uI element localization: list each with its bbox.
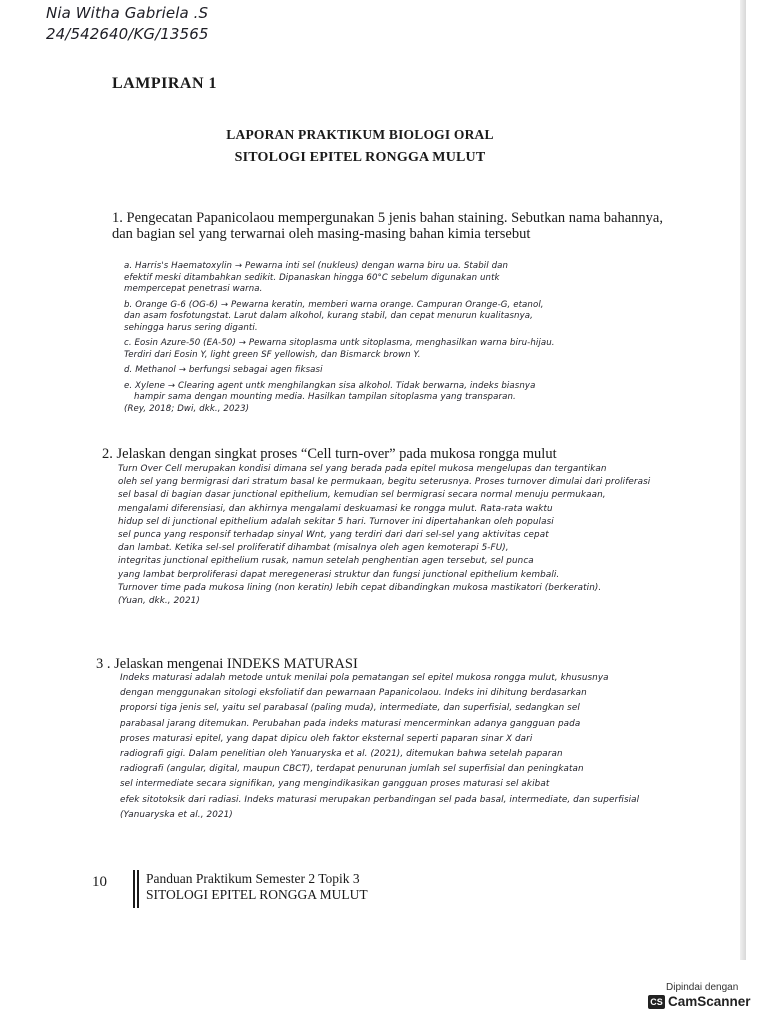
answer-line: mempercepat penetrasi warna. <box>124 284 263 294</box>
footer-topic-title: SITOLOGI EPITEL RONGGA MULUT <box>146 887 368 902</box>
question-2: 2. Jelaskan dengan singkat proses “Cell turn-over” pada mukosa rongga mulut <box>102 446 557 462</box>
answer-1 <box>124 261 694 415</box>
question-1: 1. Pengecatan Papanicolaou mempergunakan 5 jenis bahan staining. Sebutkan nama bahannya, dan bagian sel yang terwarnai oleh masing-masing bahan kimia tersebut <box>112 210 663 242</box>
footer-divider <box>137 870 139 908</box>
answer-line: sel punca yang responsif terhadap sinyal Wnt, yang terdiri dari dari sel-sel yang aktivitas cepat <box>118 529 549 540</box>
footer-guide-title: Panduan Praktikum Semester 2 Topik 3 <box>146 871 360 886</box>
answer-line: hidup sel di junctional epithelium adalah sekitar 5 hari. Turnover ini dipertahankan oleh populasi <box>118 516 554 527</box>
answer-line: d. Methanol → berfungsi sebagai agen fiksasi <box>124 365 323 375</box>
student-id: 24/542640/KG/13565 <box>46 25 209 43</box>
answer-line: Turnover time pada mukosa lining (non keratin) lebih cepat dibandingkan mukosa mastikatori (berkeratin). <box>118 582 602 593</box>
page-edge-shadow <box>740 0 746 960</box>
report-title-line2: SITOLOGI EPITEL RONGGA MULUT <box>234 150 486 165</box>
answer-line: sel basal di bagian dasar junctional epithelium, kemudian sel bermigrasi secara normal menuju permukaan, <box>118 490 606 501</box>
answer-line: a. Harris's Haematoxylin → Pewarna inti sel (nukleus) dengan warna biru ua. Stabil dan <box>124 261 509 271</box>
answer-line: efek sitotoksik dari radiasi. Indeks maturasi merupakan perbandingan sel pada basal, intermediate, dan superfisial <box>120 794 640 805</box>
answer-line: efektif meski ditambahkan sedikit. Dipanaskan hingga 60°C sebelum digunakan untk <box>124 272 500 283</box>
question-3: 3 . Jelaskan mengenai INDEKS MATURASI <box>96 656 358 672</box>
answer-line: b. Orange G-6 (OG-6) → Pewarna keratin, memberi warna orange. Campuran Orange-G, etanol, <box>124 299 544 310</box>
answer-line: Indeks maturasi adalah metode untuk menilai pola pematangan sel epitel mukosa rongga mulut, khususnya <box>120 673 609 683</box>
answer-line: Terdiri dari Eosin Y, light green SF yellowish, dan Bismarck brown Y. <box>124 349 421 360</box>
answer-line: (Rey, 2018; Dwi, dkk., 2023) <box>124 403 250 414</box>
answer-line: c. Eosin Azure-50 (EA-50) → Pewarna sitoplasma untk sitoplasma, menghasilkan warna biru-hijau. <box>124 338 555 348</box>
answer-line: parabasal jarang ditemukan. Perubahan pada indeks maturasi mencerminkan adanya gangguan pada <box>120 718 581 729</box>
footer-page-number: 10 <box>92 874 107 890</box>
report-title-line1: LAPORAN PRAKTIKUM BIOLOGI ORAL <box>226 127 494 142</box>
answer-line: e. Xylene → Clearing agent untk menghilangkan sisa alkohol. Tidak berwarna, indeks biasnya <box>124 380 536 391</box>
scanner-watermark <box>648 994 751 1009</box>
answer-line: integritas junctional epithelium rusak, namun setelah penghentian agen tersebut, sel punca <box>118 556 534 567</box>
answer-line: (Yanuaryska et al., 2021) <box>120 809 233 820</box>
answer-3 <box>120 671 740 823</box>
answer-line: sehingga harus sering diganti. <box>124 322 258 333</box>
student-name: Nia Witha Gabriela .S <box>46 4 209 22</box>
answer-line: proses maturasi epitel, yang dapat dipicu oleh faktor eksternal seperti paparan sinar X dari <box>120 733 533 744</box>
answer-line: radiografi (angular, digital, maupun CBCT), terdapat penurunan jumlah sel superfisial dan peningkatan <box>120 764 584 775</box>
answer-line: radiografi gigi. Dalam penelitian oleh Yanuaryska et al. (2021), ditemukan bahwa setelah paparan <box>120 748 563 759</box>
answer-line: dan lambat. Ketika sel-sel proliferatif dihambat (misalnya oleh agen kemoterapi 5-FU), <box>118 543 509 554</box>
answer-line: dan asam fosfotungstat. Larut dalam alkohol, kurang stabil, dan cepat menurun kualitasnya, <box>124 311 533 321</box>
answer-line: oleh sel yang bermigrasi dari stratum basal ke permukaan, begitu seterusnya. Proses turnover dimulai dari proliferasi <box>118 477 651 488</box>
appendix-title: LAMPIRAN 1 <box>112 75 217 92</box>
answer-line: sel intermediate secara signifikan, yang mengindikasikan gangguan proses maturasi sel akibat <box>120 779 550 790</box>
answer-line: yang lambat berproliferasi dapat meregenerasi struktur dan fungsi junctional epithelium kembali. <box>118 569 560 580</box>
camscanner-logo-icon: CS <box>648 995 665 1009</box>
scanner-name: CamScanner <box>668 994 751 1009</box>
answer-2 <box>118 463 738 608</box>
answer-line: proporsi tiga jenis sel, yaitu sel parabasal (paling muda), intermediate, dan superfisial, sedangkan sel <box>120 703 580 714</box>
scanner-caption: Dipindai dengan <box>666 982 739 993</box>
answer-line: dengan menggunakan sitologi eksfoliatif dan pewarnaan Papanicolaou. Indeks ini dihitung berdasarkan <box>120 688 587 699</box>
answer-line: Turn Over Cell merupakan kondisi dimana sel yang berada pada epitel mukosa mengelupas dan tergantikan <box>118 464 607 474</box>
answer-line: (Yuan, dkk., 2021) <box>118 595 200 606</box>
answer-line: hampir sama dengan mounting media. Hasilkan tampilan sitoplasma yang transparan. <box>134 392 516 402</box>
footer-divider <box>133 870 135 908</box>
answer-line: mengalami diferensiasi, dan akhirnya mengalami deskuamasi ke rongga mulut. Rata-rata waktu <box>118 503 553 514</box>
